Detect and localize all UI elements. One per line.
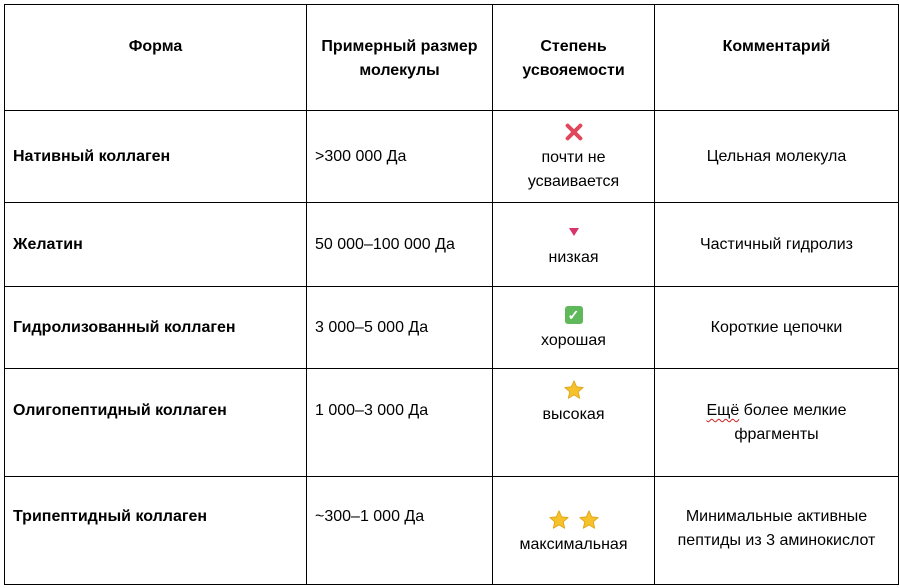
digestibility-text: низкая	[548, 248, 599, 266]
table-row	[5, 203, 899, 287]
header-size: Примерный размер молекулы	[307, 5, 493, 111]
digestibility-cell	[493, 477, 655, 585]
spellcheck-word: Ещё	[706, 402, 740, 419]
comment-text: более мелкие фрагменты	[734, 402, 847, 443]
triangle-down-icon	[569, 228, 579, 236]
form-cell: Трипептидный коллаген	[5, 477, 307, 585]
table-row	[5, 287, 899, 369]
table-row	[5, 369, 899, 477]
digestibility-text: максимальная	[519, 536, 628, 553]
header-row	[5, 5, 899, 111]
size-cell: 1 000–3 000 Да	[307, 369, 493, 477]
comment-cell: Цельная молекула	[655, 111, 899, 203]
table-row	[5, 111, 899, 203]
star-icon	[578, 509, 600, 531]
comment-cell: Минимальные активные пептиды из 3 аминокислот	[655, 477, 899, 585]
comment-cell: Короткие цепочки	[655, 287, 899, 369]
comment-cell	[655, 369, 899, 477]
digestibility-text: почти не усваивается	[527, 148, 620, 190]
check-mark-icon: ✓	[565, 306, 583, 324]
form-cell: Гидролизованный коллаген	[5, 287, 307, 369]
digestibility-cell	[493, 287, 655, 369]
cross-mark-icon	[564, 122, 584, 142]
digestibility-text: высокая	[542, 406, 605, 423]
star-icon	[548, 509, 570, 531]
table-row	[5, 477, 899, 585]
digestibility-cell	[493, 111, 655, 203]
size-cell: 50 000–100 000 Да	[307, 203, 493, 287]
collagen-forms-table	[4, 4, 899, 585]
form-cell: Олигопептидный коллаген	[5, 369, 307, 477]
header-comment: Комментарий	[655, 5, 899, 111]
star-icon	[563, 379, 585, 401]
size-cell: >300 000 Да	[307, 111, 493, 203]
header-digestibility: Степень усвояемости	[493, 5, 655, 111]
digestibility-text: хорошая	[541, 331, 606, 349]
size-cell: ~300–1 000 Да	[307, 477, 493, 585]
comment-cell: Частичный гидролиз	[655, 203, 899, 287]
digestibility-cell	[493, 203, 655, 287]
size-cell: 3 000–5 000 Да	[307, 287, 493, 369]
digestibility-cell	[493, 369, 655, 477]
form-cell: Нативный коллаген	[5, 111, 307, 203]
form-cell: Желатин	[5, 203, 307, 287]
header-form: Форма	[5, 5, 307, 111]
